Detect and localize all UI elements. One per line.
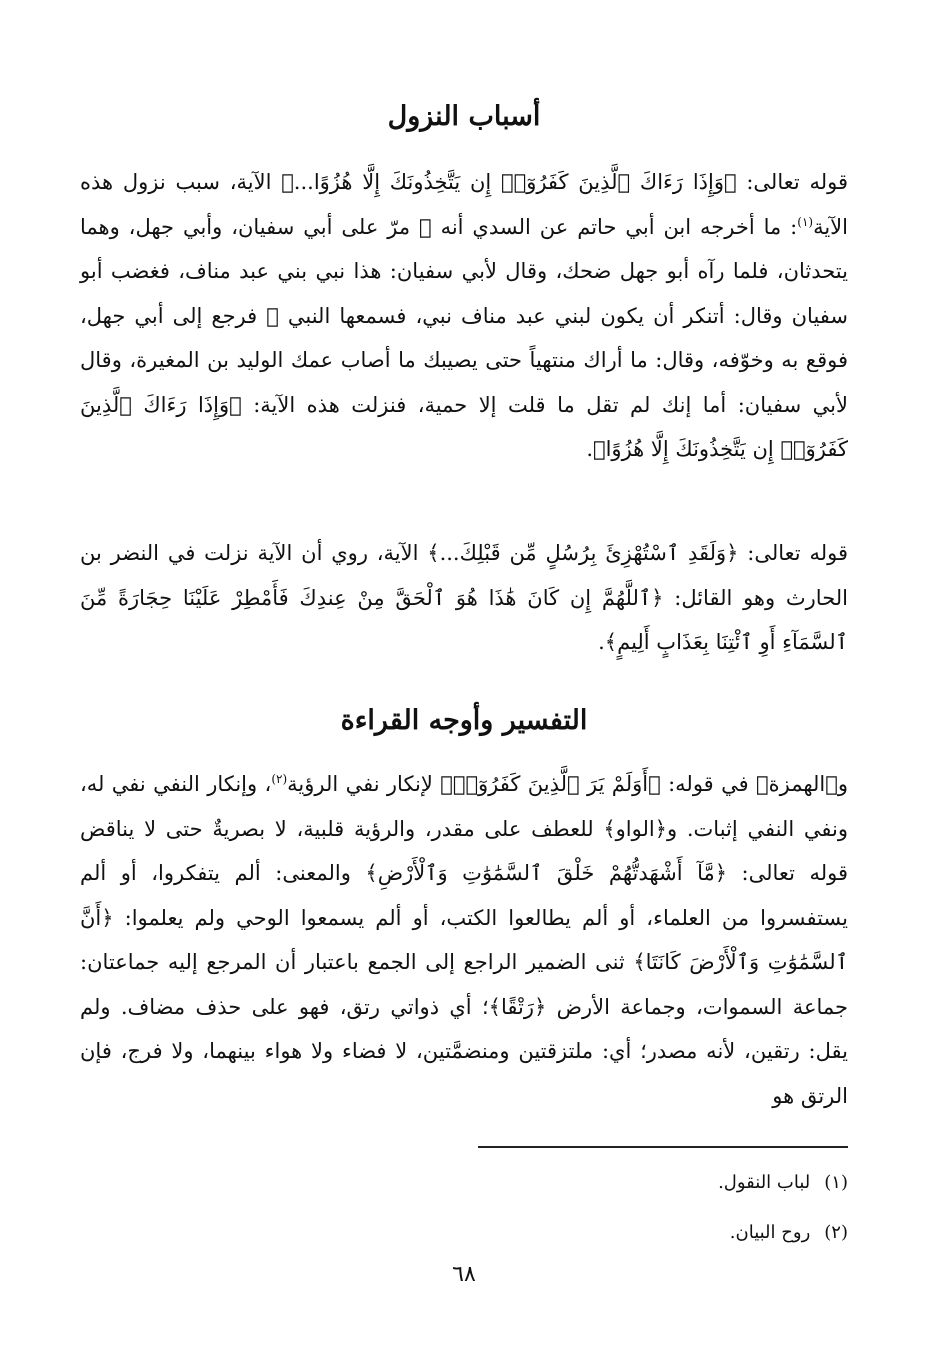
footnote-number: (١) [824,1172,848,1193]
paragraph-text: : ما أخرجه ابن أبي حاتم عن السدي أنه ﷺ مرّ على أبي سفيان، وأبي جهل، وهما يتحدثان، فلما رآه أبو جهل ضحك، وقال لأبي سفيان: هذا نبي بني عبد مناف، فغضب أبو سفيان وقال: أتنكر أن يكون لبني عبد مناف نبي، فسمعها النبي ﷺ فرجع إلى أبي جهل، فوقع به وخوّفه، وقال: ما أراك منتهياً حتى يصيبك ما أصاب عمك الوليد بن المغيرة، وقال لأبي سفيان: أما إنك لم تقل ما قلت إلا حمية، فنزلت هذه الآية: ﴿وَإِذَا رَءَاكَ ٱلَّذِينَ كَفَرُوٓا۟ إِن يَتَّخِذُونَكَ إِلَّا هُزُوًا﴾. [80,214,848,461]
footnote-text: لباب النقول. [718,1172,811,1193]
footnote-item [448,1208,848,1258]
paragraph-text: و﴿الهمزة﴾ في قوله: ﴿أَوَلَمْ يَرَ ٱلَّذِينَ كَفَرُوٓا۟﴾ لإنكار نفي الرؤية [287,772,848,796]
footnote-marker-2: (٢) [271,772,288,786]
section-heading-tafsir: التفسير وأوجه القراءة [340,705,588,736]
footnote-number: (٢) [824,1222,848,1243]
footnote-divider [478,1146,848,1148]
paragraph-reason-of-revelation-2: قوله تعالى: ﴿وَلَقَدِ ٱسْتُهْزِئَ بِرُسُلٍ مِّن قَبْلِكَ...﴾ الآية، روي أن الآية نزلت في النضر بن الحارث وهو القائل: ﴿ٱللَّهُمَّ إِن كَانَ هَٰذَا هُوَ ٱلْحَقَّ مِنْ عِندِكَ فَأَمْطِرْ عَلَيْنَا حِجَارَةً مِّنَ ٱلسَّمَآءِ أَوِ ٱئْتِنَا بِعَذَابٍ أَلِيمٍ﴾. [80,541,848,654]
paragraph-reason-of-revelation-1 [80,160,848,472]
paragraph-text: ، وإنكار النفي نفي له، ونفي النفي إثبات. و﴿الواو﴾ للعطف على مقدر، والرؤية قلبية، لا بصريةٌ حتى لا يناقض قوله تعالى: ﴿مَّآ أَشْهَدتُّهُمْ خَلْقَ ٱلسَّمَٰوَٰتِ وَٱلْأَرْضِ﴾ والمعنى: ألم يتفكروا، أو ألم يستفسروا من العلماء، أو ألم يطالعوا الكتب، أو ألم يسمعوا الوحي ولم يعلموا: ﴿أَنَّ ٱلسَّمَٰوَٰتِ وَٱلْأَرْضَ كَانَتَا﴾ ثنى الضمير الراجع إلى الجمع باعتبار أن المرجع إليه جماعتان: جماعة السموات، وجماعة الأرض ﴿رَتْقًا﴾؛ أي ذواتي رتق، فهو على حذف مضاف. ولم يقل: رتقين، لأنه مصدر؛ أي: ملتزقتين ومنضمَّتين، لا فضاء ولا هواء بينهما، ولا فرج، فإن الرتق هو [80,772,848,1108]
footnote-item [448,1158,848,1208]
section-heading-asbab-al-nuzul: أسباب النزول [387,101,541,132]
book-page [80,0,848,1363]
footnote-marker-1: (١) [797,214,814,229]
paragraph-text: قوله تعالى: ﴿وَإِذَا رَءَاكَ ٱلَّذِينَ كَفَرُوٓا۟ إِن يَتَّخِذُونَكَ إِلَّا هُزُوًا...﴾ الآية، سبب نزول هذه الآية [80,170,848,239]
footnotes [448,1158,848,1258]
footnote-text: روح البيان. [729,1222,811,1243]
page-number: ٦٨ [452,1262,476,1287]
paragraph-tafsir [80,762,848,1118]
